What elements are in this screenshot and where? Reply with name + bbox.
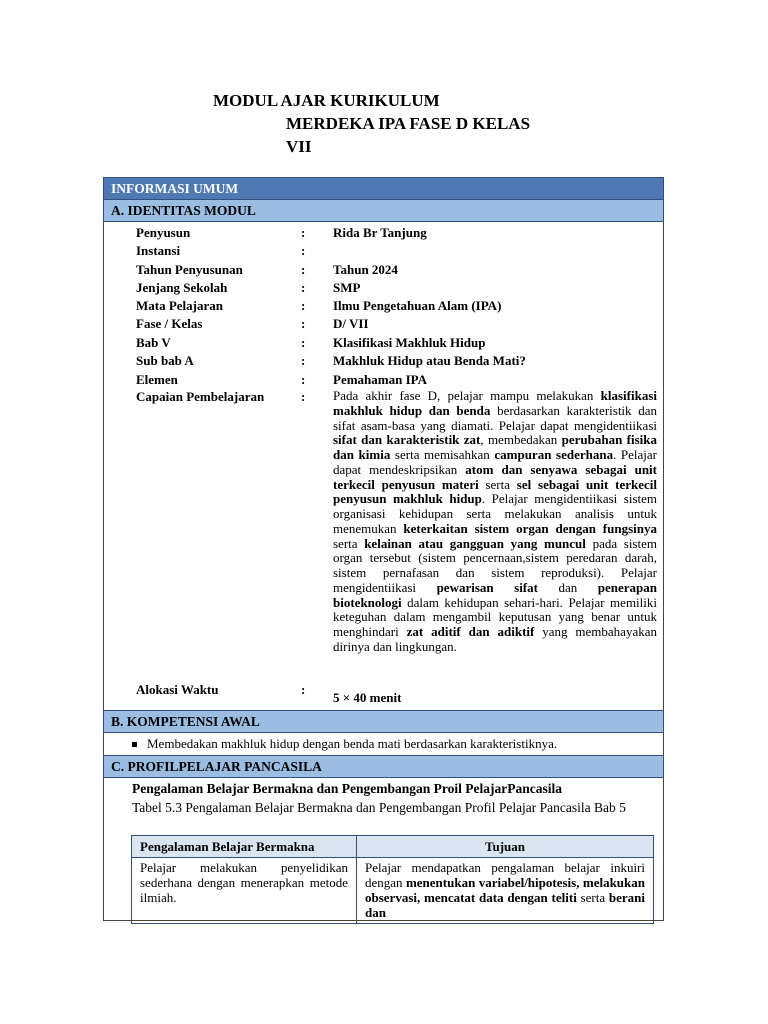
- identitas-colon: :: [301, 335, 306, 350]
- identitas-value: Tahun 2024: [333, 262, 398, 277]
- identitas-label: Elemen: [136, 372, 178, 387]
- pengalaman-belajar-table: [131, 835, 654, 924]
- capaian-text-segment: dalam kehidupan sehari-hari. Pelajar memiliki keteguhan dalam mengambil keputusan yang benar untuk menghindari: [333, 594, 657, 639]
- identitas-colon: :: [301, 316, 306, 331]
- capaian-text-segment: serta: [333, 535, 365, 551]
- capaian-text-segment: penerapan bioteknologi: [333, 579, 657, 610]
- page-content-bottom-border: [103, 920, 664, 921]
- identitas-colon: :: [301, 298, 306, 313]
- identitas-value: D/ VII: [333, 316, 369, 331]
- table-header: Tujuan: [357, 836, 654, 858]
- capaian-text-segment: . Pelajar dapat mendeskripsikan: [333, 447, 658, 477]
- identitas-colon: :: [301, 262, 306, 277]
- capaian-text-segment: pada sistem organ tersebut (sistem pencernaan,sistem peredaran darah, sistem pernafasan dan sistem reproduksi). Pelajar mengidentiikasi: [333, 535, 657, 595]
- identitas-label: Instansi: [136, 243, 181, 258]
- capaian-text-segment: zat aditif dan adiktif: [406, 624, 535, 639]
- identitas-colon: :: [301, 353, 306, 368]
- identitas-value: Klasifikasi Makhluk Hidup: [333, 335, 486, 350]
- kompetensi-item-text: Membedakan makhluk hidup dengan benda mati berdasarkan karakteristiknya.: [147, 736, 558, 751]
- identitas-value: Pemahaman IPA: [333, 372, 428, 387]
- capaian-text-segment: perubahan fisika dan kimia: [333, 432, 657, 462]
- capaian-text-segment: , membedakan: [480, 432, 562, 448]
- identitas-value: Makhluk Hidup atau Benda Mati?: [333, 353, 526, 368]
- capaian-text-segment: berdasarkan karakteristik dan sifat asam-basa yang diamati. Pelajar dapat mengidentiikasi: [333, 402, 658, 433]
- list-item: [132, 735, 557, 753]
- capaian-text-segment: kelainan atau gangguan yang muncul: [364, 535, 586, 551]
- capaian-text-segment: sel sebagai unit terkecil penyusun makhluk hidup: [333, 476, 657, 507]
- table-header: Pengalaman Belajar Bermakna: [132, 836, 357, 858]
- alokasi-colon: :: [301, 682, 306, 697]
- tujuan-text-segment: serta: [576, 890, 609, 905]
- document-title-line-2: MERDEKA IPA FASE D KELAS: [286, 114, 531, 133]
- capaian-text-segment: klasifikasi makhluk hidup dan benda: [333, 388, 657, 418]
- capaian-label: Capaian Pembelajaran: [136, 389, 265, 404]
- identitas-colon: :: [301, 280, 306, 295]
- capaian-text-segment: serta: [478, 476, 517, 492]
- capaian-text-segment: Pada akhir fase D, pelajar mampu melakukan: [333, 388, 601, 403]
- section-header-kompetensi-awal: B. KOMPETENSI AWAL: [103, 710, 664, 733]
- identitas-label: Sub bab A: [136, 353, 194, 368]
- identitas-label: Fase / Kelas: [136, 316, 203, 331]
- capaian-text-segment: . Pelajar mengidentiikasi sistem organisasi kehidupan serta melakukan analisis untuk menemukan: [333, 491, 658, 536]
- section-header-profil-pancasila: C. PROFILPELAJAR PANCASILA: [103, 755, 664, 778]
- identitas-label: Bab V: [136, 335, 171, 350]
- profil-subtitle: Pengalaman Belajar Bermakna dan Pengembangan Proil PelajarPancasila: [132, 781, 562, 796]
- capaian-text-segment: sifat dan karakteristik zat: [333, 432, 481, 448]
- document-title-line-3: VII: [286, 137, 312, 156]
- document-title-line-1: MODUL AJAR KURIKULUM: [213, 91, 440, 110]
- capaian-colon: :: [301, 389, 306, 404]
- capaian-text-segment: dan: [537, 579, 598, 595]
- identitas-colon: :: [301, 243, 306, 258]
- identitas-colon: :: [301, 225, 306, 240]
- table-cell: Pelajar melakukan penyelidikan sederhana dengan menerapkan metode ilmiah.: [132, 858, 357, 924]
- table-row: [132, 858, 654, 924]
- table-caption: Tabel 5.3 Pengalaman Belajar Bermakna dan Pengembangan Profil Pelajar Pancasila Bab 5: [132, 800, 626, 815]
- square-bullet-icon: [132, 742, 137, 747]
- identitas-label: Jenjang Sekolah: [136, 280, 228, 295]
- capaian-text-segment: serta memisahkan: [390, 447, 495, 462]
- table-cell: [357, 858, 654, 924]
- tujuan-text-segment: Pelajar mendapatkan pengalaman belajar inkuiri dengan: [365, 860, 645, 890]
- capaian-text-segment: yang membahayakan dirinya dan lingkungan.: [333, 624, 657, 654]
- section-header-identitas-modul: A. IDENTITAS MODUL: [103, 199, 664, 222]
- capaian-text-segment: campuran sederhana: [494, 447, 614, 462]
- section-header-informasi-umum: INFORMASI UMUM: [103, 177, 664, 200]
- identitas-value: SMP: [333, 280, 361, 295]
- capaian-pembelajaran-text: [333, 389, 657, 655]
- identitas-label: Mata Pelajaran: [136, 298, 224, 313]
- identitas-label: Penyusun: [136, 225, 191, 240]
- identitas-label: Tahun Penyusunan: [136, 262, 243, 277]
- capaian-text-segment: atom dan senyawa sebagai unit terkecil penyusun materi: [333, 461, 657, 492]
- tujuan-text-segment: menentukan variabel/hipotesis, melakukan observasi, mencatat data dengan teliti: [365, 875, 645, 905]
- kompetensi-awal-panel: [103, 733, 664, 755]
- identitas-colon: :: [301, 372, 306, 387]
- alokasi-value: 5 × 40 menit: [333, 690, 402, 705]
- profil-pancasila-panel: [103, 778, 664, 920]
- identitas-value: Ilmu Pengetahuan Alam (IPA): [333, 298, 502, 313]
- alokasi-label: Alokasi Waktu: [136, 682, 219, 697]
- identitas-modul-panel: [103, 222, 664, 710]
- capaian-text-segment: keterkaitan sistem organ dengan fungsinya: [403, 520, 657, 536]
- capaian-text-segment: pewarisan sifat: [436, 579, 538, 595]
- tujuan-text-segment: berani dan: [365, 890, 645, 920]
- identitas-value: Rida Br Tanjung: [333, 225, 427, 240]
